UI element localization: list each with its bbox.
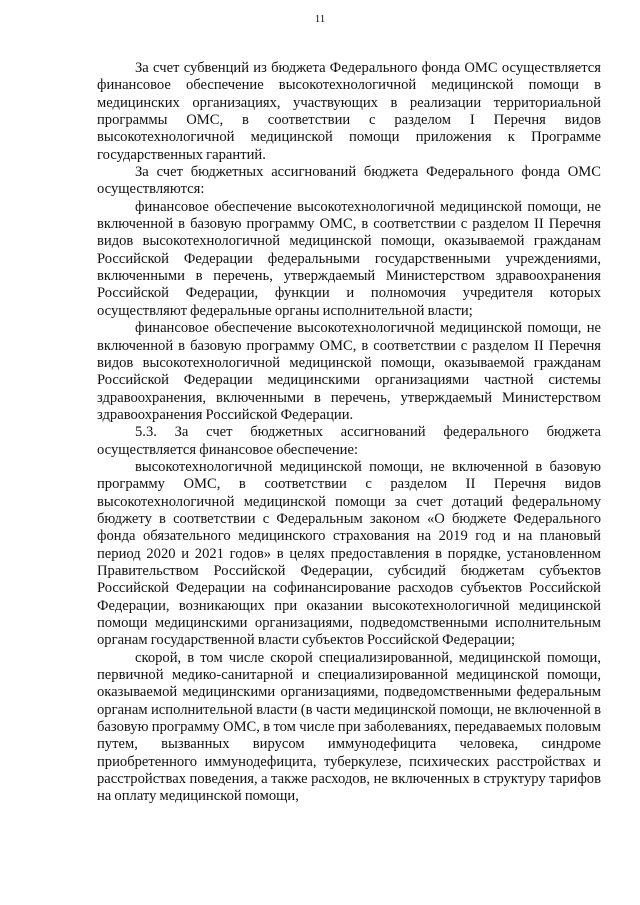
page-number: 11 <box>314 13 326 25</box>
paragraph: За счет бюджетных ассигнований бюджета Федерального фонда ОМС осуществляются: <box>97 164 601 198</box>
paragraph: финансовое обеспечение высокотехнологичной медицинской помощи, не включенной в базовую программу ОМС, в соответствии с разделом II Перечня видов высокотехнологичной медицинской помощи, оказываемой гражданам Российской Федерации медицинскими организациями частной системы здравоохранения, включенными в перечень, утверждаемый Министерством здравоохранения Российской Федерации. <box>97 320 601 423</box>
paragraph: скорой, в том числе скорой специализированной, медицинской помощи, первичной медико-санитарной и специализированной медицинской помощи, оказываемой медицинскими организациями, подведомственными федеральным органам исполнительной власти (в части медицинской помощи, не включенной в базовую программу ОМС, в том числе при заболеваниях, передаваемых половым путем, вызванных вирусом иммунодефицита человека, синдроме приобретенного иммунодефицита, туберкулезе, психических расстройствах и расстройствах поведения, а также расходов, не включенных в структуру тарифов на оплату медицинской помощи, <box>97 649 601 805</box>
paragraph: высокотехнологичной медицинской помощи, не включенной в базовую программу ОМС, в соответствии с разделом II Перечня видов высокотехнологичной медицинской помощи за счет дотаций федеральному бюджету в соответствии с Федеральным законом «О бюджете Федерального фонда обязательного медицинского страхования на 2019 год и на плановый период 2020 и 2021 годов» в целях предоставления в порядке, установленном Правительством Российской Федерации, субсидий бюджетам субъектов Российской Федерации на софинансирование расходов субъектов Российской Федерации, возникающих при оказании высокотехнологичной медицинской помощи медицинскими организациями, подведомственными исполнительным органам государственной власти субъектов Российской Федерации; <box>97 458 601 649</box>
paragraph: финансовое обеспечение высокотехнологичной медицинской помощи, не включенной в базовую программу ОМС, в соответствии с разделом II Перечня видов высокотехнологичной медицинской помощи, оказываемой гражданам Российской Федерации федеральными государственными учреждениями, включенными в перечень, утверждаемый Министерством здравоохранения Российской Федерации, функции и полномочия учредителя которых осуществляют федеральные органы исполнительной власти; <box>97 198 601 319</box>
document-body <box>97 60 601 806</box>
paragraph: За счет субвенций из бюджета Федерального фонда ОМС осуществляется финансовое обеспечение высокотехнологичной медицинской помощи в медицинских организациях, участвующих в реализации территориальной программы ОМС, в соответствии с разделом I Перечня видов высокотехнологичной медицинской помощи приложения к Программе государственных гарантий. <box>97 60 601 163</box>
paragraph: 5.3. За счет бюджетных ассигнований федерального бюджета осуществляется финансовое обеспечение: <box>97 424 601 458</box>
